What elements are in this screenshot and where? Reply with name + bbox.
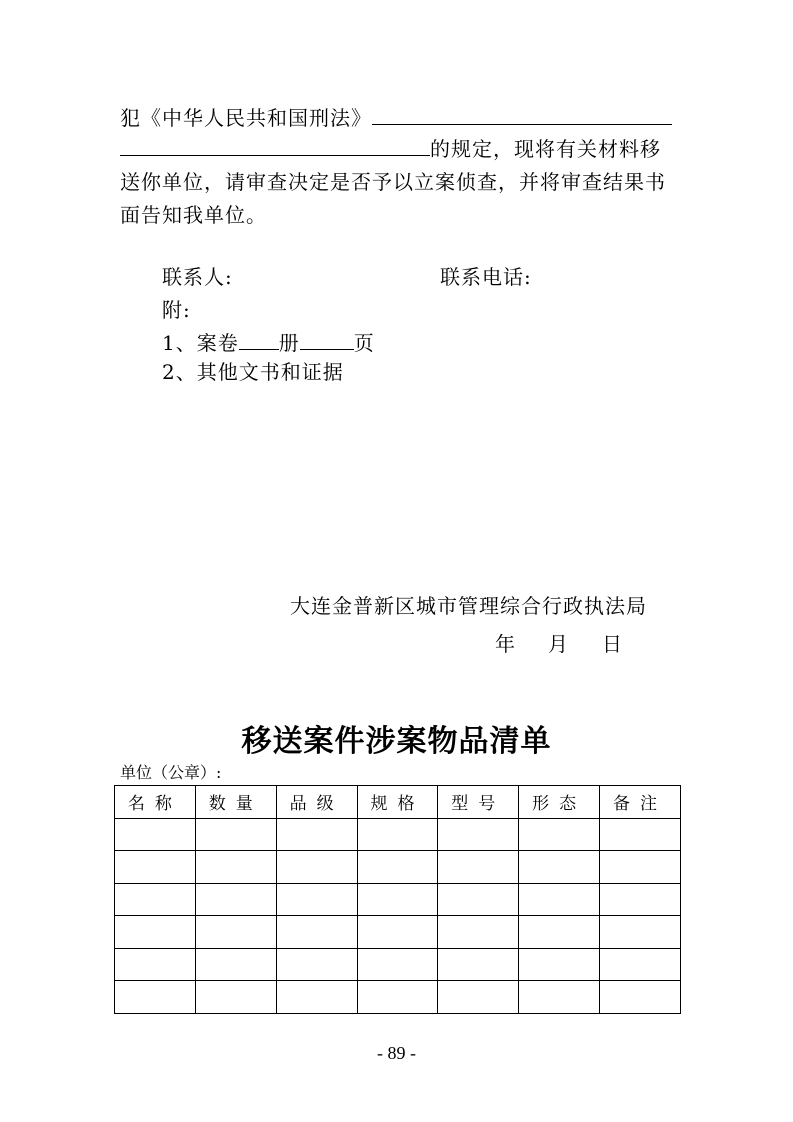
page-number: - 89 - (377, 1043, 416, 1063)
letter-line-2 (120, 135, 661, 161)
inventory-cell[interactable] (276, 948, 357, 981)
letter-line-3: 送你单位，请审查决定是否予以立案侦查，并将审查结果书 (120, 170, 666, 194)
unit-seal-label: 单位（公章）: (120, 763, 222, 782)
inventory-cell[interactable] (600, 981, 681, 1014)
column-header-name: 名称 (115, 786, 196, 819)
inventory-cell[interactable] (195, 851, 276, 884)
volume-unit: 册 (278, 331, 300, 355)
contact-phone-label: 联系电话: (440, 265, 532, 289)
regulation-text: 的规定，现将有关材料移 (430, 137, 661, 161)
inventory-cell[interactable] (438, 916, 519, 949)
inventory-cell[interactable] (438, 851, 519, 884)
inventory-cell[interactable] (115, 981, 196, 1014)
attachment-item-2: 2、其他文书和证据 (162, 360, 344, 384)
inventory-cell[interactable] (600, 948, 681, 981)
date-day: 日 (602, 632, 623, 656)
date-year: 年 (495, 632, 516, 656)
inventory-cell[interactable] (115, 851, 196, 884)
inventory-cell[interactable] (195, 818, 276, 851)
inventory-header-row (115, 786, 681, 819)
inventory-cell[interactable] (357, 851, 438, 884)
inventory-cell[interactable] (276, 851, 357, 884)
inventory-cell[interactable] (276, 883, 357, 916)
inventory-cell[interactable] (115, 818, 196, 851)
inventory-row (115, 981, 681, 1014)
inventory-cell[interactable] (600, 851, 681, 884)
page-count-field[interactable] (300, 329, 354, 350)
inventory-cell[interactable] (115, 883, 196, 916)
inventory-row (115, 818, 681, 851)
blank-offense-field-continued[interactable] (120, 135, 430, 156)
inventory-cell[interactable] (438, 948, 519, 981)
contact-person-label: 联系人: (162, 265, 233, 289)
column-header-remarks: 备注 (600, 786, 681, 819)
inventory-cell[interactable] (519, 981, 600, 1014)
inventory-cell[interactable] (357, 916, 438, 949)
inventory-cell[interactable] (519, 883, 600, 916)
column-header-form: 形态 (519, 786, 600, 819)
inventory-cell[interactable] (438, 818, 519, 851)
law-reference: 犯《中华人民共和国刑法》 (120, 106, 372, 130)
inventory-cell[interactable] (195, 916, 276, 949)
inventory-cell[interactable] (276, 916, 357, 949)
inventory-cell[interactable] (276, 818, 357, 851)
inventory-cell[interactable] (357, 818, 438, 851)
inventory-cell[interactable] (357, 883, 438, 916)
blank-offense-field[interactable] (372, 104, 672, 125)
attachment-label: 附: (162, 298, 191, 322)
inventory-cell[interactable] (600, 818, 681, 851)
inventory-cell[interactable] (519, 948, 600, 981)
inventory-cell[interactable] (195, 981, 276, 1014)
inventory-cell[interactable] (519, 851, 600, 884)
issuing-organization: 大连金普新区城市管理综合行政执法局 (290, 594, 647, 618)
inventory-body (115, 818, 681, 1013)
inventory-cell[interactable] (115, 948, 196, 981)
attachment-item-1 (162, 329, 375, 355)
page-unit: 页 (353, 331, 375, 355)
inventory-cell[interactable] (195, 948, 276, 981)
letter-line-4: 面告知我单位。 (120, 203, 267, 227)
inventory-row (115, 851, 681, 884)
inventory-cell[interactable] (115, 916, 196, 949)
inventory-cell[interactable] (195, 883, 276, 916)
volume-count-field[interactable] (239, 329, 279, 350)
date-month: 月 (548, 632, 569, 656)
inventory-cell[interactable] (600, 916, 681, 949)
inventory-row (115, 883, 681, 916)
inventory-cell[interactable] (438, 981, 519, 1014)
inventory-cell[interactable] (600, 883, 681, 916)
inventory-cell[interactable] (357, 948, 438, 981)
letter-line-1 (120, 104, 672, 130)
column-header-model: 型号 (438, 786, 519, 819)
inventory-cell[interactable] (276, 981, 357, 1014)
inventory-row (115, 916, 681, 949)
inventory-row (115, 948, 681, 981)
attachment-1-prefix: 1、案卷 (162, 331, 239, 355)
inventory-table (114, 785, 681, 1014)
inventory-cell[interactable] (519, 916, 600, 949)
column-header-quantity: 数量 (195, 786, 276, 819)
column-header-grade: 品级 (276, 786, 357, 819)
inventory-title: 移送案件涉案物品清单 (241, 724, 552, 759)
column-header-specification: 规格 (357, 786, 438, 819)
inventory-cell[interactable] (438, 883, 519, 916)
inventory-cell[interactable] (357, 981, 438, 1014)
inventory-cell[interactable] (519, 818, 600, 851)
